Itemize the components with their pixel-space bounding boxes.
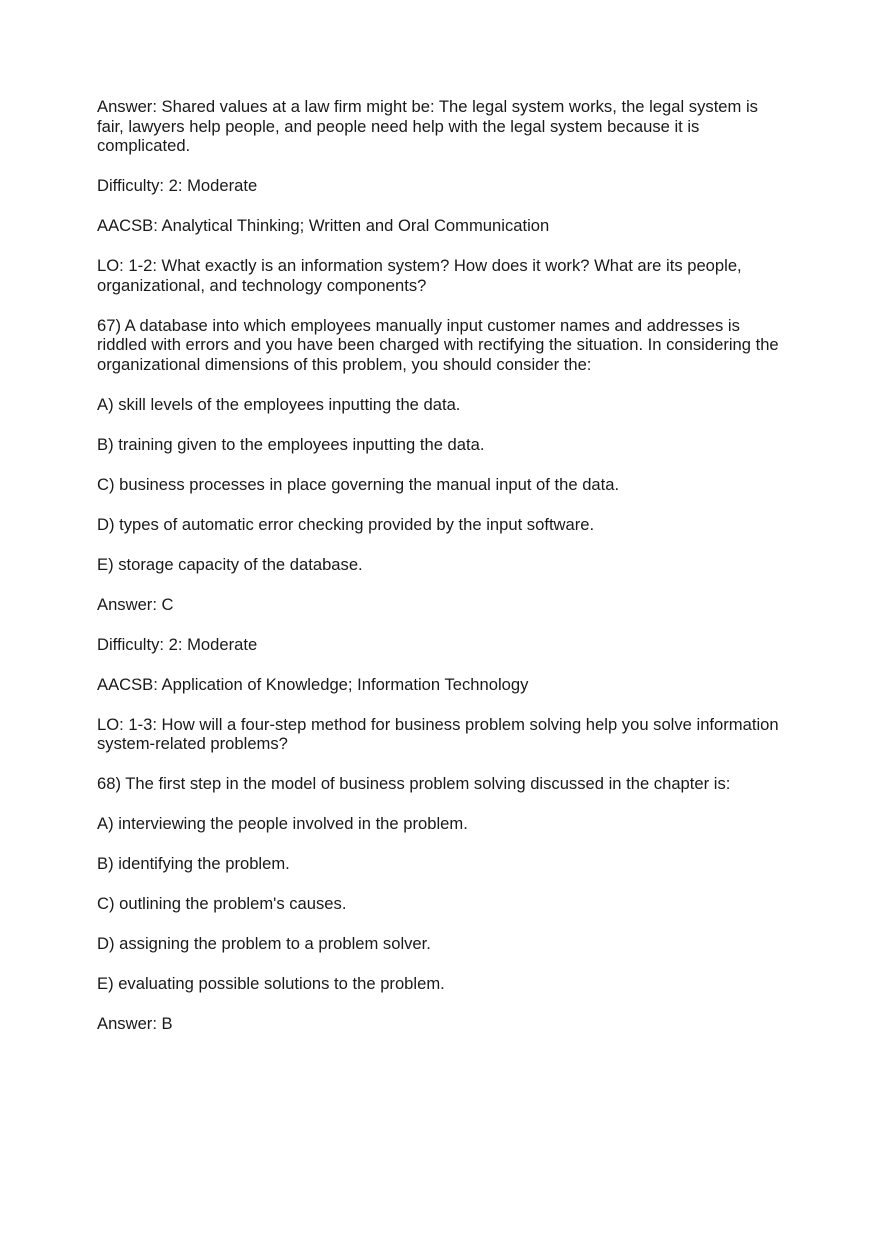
q66-learning-objective: LO: 1-2: What exactly is an information system? How does it work? What are its people, organizational, and technology components? (97, 256, 742, 295)
q67-aacsb: AACSB: Application of Knowledge; Information Technology (97, 674, 529, 694)
q68-option-c: C) outlining the problem's causes. (97, 894, 347, 913)
q68-option-d: D) assigning the problem to a problem solver. (97, 934, 431, 953)
q67-option-c: C) business processes in place governing the manual input of the data. (97, 474, 620, 494)
q68-option-b: B) identifying the problem. (97, 854, 290, 873)
q67-option-e: E) storage capacity of the database. (97, 554, 363, 574)
q67-option-a: A) skill levels of the employees inputting the data. (97, 394, 461, 414)
q66-difficulty: Difficulty: 2: Moderate (97, 176, 258, 195)
q68-question: 68) The first step in the model of business problem solving discussed in the chapter is: (97, 774, 731, 793)
q68-answer: Answer: B (97, 1014, 173, 1033)
q67-difficulty: Difficulty: 2: Moderate (97, 634, 258, 654)
q67-option-d: D) types of automatic error checking provided by the input software. (97, 514, 595, 534)
q66-answer: Answer: Shared values at a law firm might be: The legal system works, the legal system is fair, lawyers help people, and people need help with the legal system because it is complicated. (97, 97, 758, 155)
document-body (97, 97, 787, 1054)
q66-aacsb: AACSB: Analytical Thinking; Written and Oral Communication (97, 216, 550, 235)
q68-option-a: A) interviewing the people involved in the problem. (97, 814, 468, 833)
q67-answer: Answer: C (97, 594, 174, 614)
q67-option-b: B) training given to the employees inputting the data. (97, 434, 485, 454)
q68-option-e: E) evaluating possible solutions to the problem. (97, 974, 445, 993)
q67-learning-objective: LO: 1-3: How will a four-step method for business problem solving help you solve information system-related problems? (97, 714, 779, 753)
q67-question: 67) A database into which employees manually input customer names and addresses is riddled with errors and you have been charged with rectifying the situation. In considering the organizational dimensions of this problem, you should consider the: (97, 315, 779, 374)
